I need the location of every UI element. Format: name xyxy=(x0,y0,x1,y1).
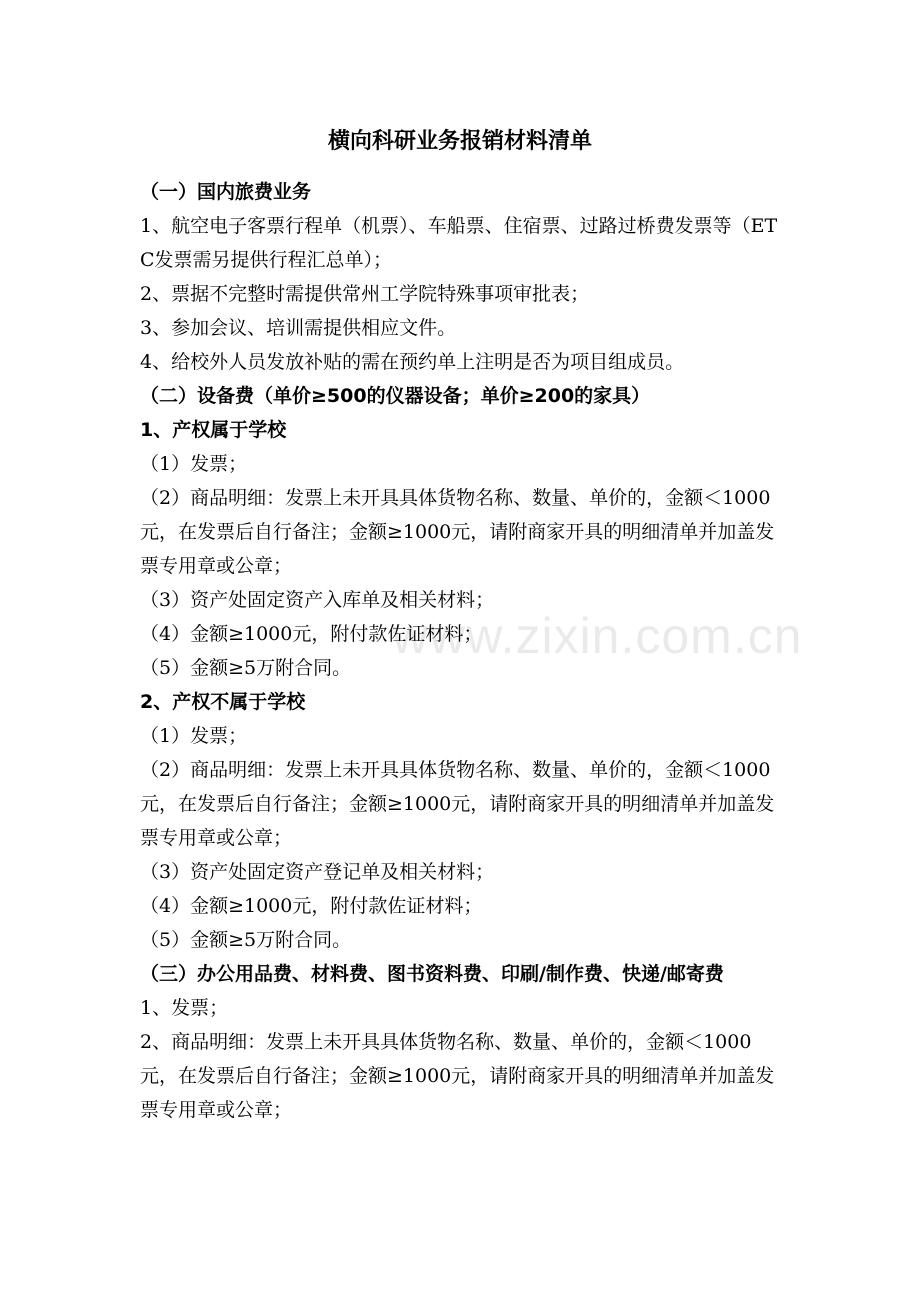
list-item: 3、参加会议、培训需提供相应文件。 xyxy=(140,317,457,339)
section-heading: （三）办公用品费、材料费、图书资料费、印刷/制作费、快递/邮寄费 xyxy=(140,963,724,985)
document-body xyxy=(140,175,785,1127)
list-item: （5）金额≥5万附合同。 xyxy=(140,657,352,679)
list-item: （5）金额≥5万附合同。 xyxy=(140,929,352,951)
list-item: （4）金额≥1000元，附付款佐证材料； xyxy=(140,623,483,645)
list-item: （3）资产处固定资产登记单及相关材料； xyxy=(140,861,495,883)
list-item: 4、给校外人员发放补贴的需在预约单上注明是否为项目组成员。 xyxy=(140,351,685,373)
list-item: （3）资产处固定资产入库单及相关材料； xyxy=(140,589,495,611)
list-item: 1、发票； xyxy=(140,997,229,1019)
watermark: www.zixin.com.cn xyxy=(392,608,803,664)
list-item: （1）发票； xyxy=(140,453,248,475)
section-heading: （二）设备费（单价≥500的仪器设备；单价≥200的家具） xyxy=(140,385,651,407)
list-item: 1、航空电子客票行程单（机票）、车船票、住宿票、过路过桥费发票等（ETC发票需另提供行程汇总单）； xyxy=(140,215,778,271)
list-item: （2）商品明细：发票上未开具具体货物名称、数量、单价的，金额＜1000元，在发票后自行备注；金额≥1000元，请附商家开具的明细清单并加盖发票专用章或公章； xyxy=(140,487,775,577)
section-heading: （一）国内旅费业务 xyxy=(140,181,312,203)
list-item: （4）金额≥1000元，附付款佐证材料； xyxy=(140,895,483,917)
list-item: 2、商品明细：发票上未开具具体货物名称、数量、单价的，金额＜1000元，在发票后自行备注；金额≥1000元，请附商家开具的明细清单并加盖发票专用章或公章； xyxy=(140,1031,775,1121)
list-item: （1）发票； xyxy=(140,725,248,747)
list-item: 2、票据不完整时需提供常州工学院特殊事项审批表； xyxy=(140,283,590,305)
document-title: 横向科研业务报销材料清单 xyxy=(327,129,592,154)
section-heading: 1、产权属于学校 xyxy=(140,419,287,441)
section-heading: 2、产权不属于学校 xyxy=(140,691,306,713)
list-item: （2）商品明细：发票上未开具具体货物名称、数量、单价的，金额＜1000元，在发票后自行备注；金额≥1000元，请附商家开具的明细清单并加盖发票专用章或公章； xyxy=(140,759,775,849)
